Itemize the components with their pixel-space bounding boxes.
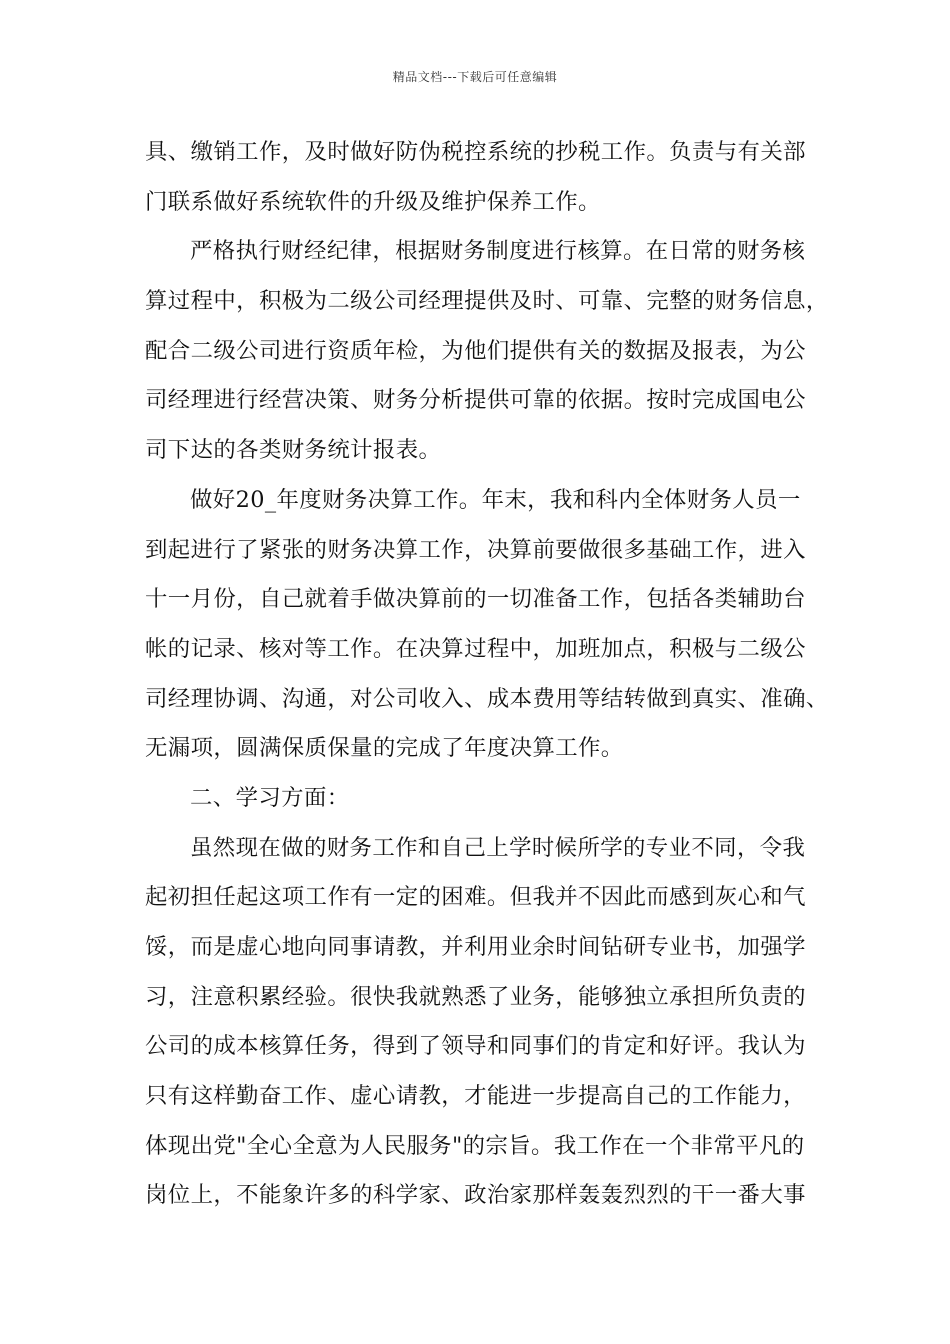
text-line: 帐的记录、核对等工作。在决算过程中，加班加点，积极与二级公: [145, 635, 806, 662]
document-body: [145, 128, 829, 1221]
text-line: 公司的成本核算任务，得到了领导和同事们的肯定和好评。我认为: [145, 1033, 806, 1060]
text-line: 算过程中，积极为二级公司经理提供及时、可靠、完整的财务信息，: [145, 288, 829, 315]
text-line: 司下达的各类财务统计报表。: [145, 437, 442, 464]
text-line: 体现出党"全心全意为人民服务"的宗旨。我工作在一个非常平凡的: [145, 1132, 805, 1159]
text-line: 馁，而是虚心地向同事请教，并利用业余时间钻研专业书，加强学: [145, 934, 806, 960]
text-line: 具、缴销工作，及时做好防伪税控系统的抄税工作。负责与有关部: [145, 139, 806, 165]
text-line: 岗位上，不能象许多的科学家、政治家那样轰轰烈烈的干一番大事: [145, 1182, 806, 1209]
text-line: 十一月份，自己就着手做决算前的一切准备工作，包括各类辅助台: [145, 586, 806, 613]
text-line: 习，注意积累经验。很快我就熟悉了业务，能够独立承担所负责的: [145, 983, 806, 1010]
text-line: 严格执行财经纪律，根据财务制度进行核算。在日常的财务核: [190, 238, 806, 265]
text-line: 门联系做好系统软件的升级及维护保养工作。: [145, 188, 601, 215]
text-line: 司经理协调、沟通，对公司收入、成本费用等结转做到真实、准确、: [145, 685, 829, 712]
text-line: 司经理进行经营决策、财务分析提供可靠的依据。按时完成国电公: [145, 387, 806, 414]
text-line: 无漏项，圆满保质保量的完成了年度决算工作。: [145, 735, 624, 762]
section-heading: 二、学习方面：: [190, 784, 350, 811]
text-line: 虽然现在做的财务工作和自己上学时候所学的专业不同，令我: [190, 834, 806, 861]
page-header: 精品文档---下载后可任意编辑: [392, 70, 558, 84]
text-line: 到起进行了紧张的财务决算工作，决算前要做很多基础工作，进入: [145, 536, 806, 563]
text-line: 做好20_年度财务决算工作。年末，我和科内全体财务人员一: [190, 486, 801, 513]
text-line: 配合二级公司进行资质年检，为他们提供有关的数据及报表，为公: [145, 337, 806, 364]
text-line: 起初担任起这项工作有一定的困难。但我并不因此而感到灰心和气: [145, 884, 806, 911]
text-line: 只有这样勤奋工作、虚心请教，才能进一步提高自己的工作能力，: [145, 1083, 806, 1110]
